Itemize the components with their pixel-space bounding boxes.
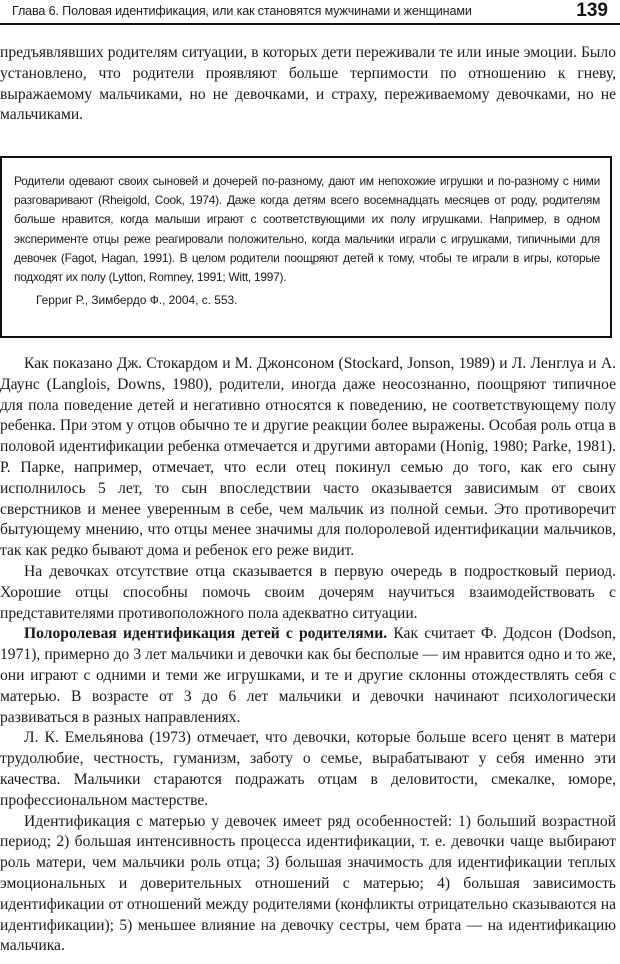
paragraph-4: Л. К. Емельянова (1973) отмечает, что девочки, которые больше всего ценят в матери трудолюбие, честность, гуманизм, заботу о семье, вырабатывают у себя именно эти качества. Мальчики стараются подражать отцам в деловитости, смекалке, юморе, профессиональном мастерстве.	[0, 729, 616, 809]
continuation-block	[0, 43, 616, 126]
header-rule	[0, 23, 620, 25]
section-lead-heading: Полоролевая идентификация детей с родителями.	[24, 625, 388, 643]
quote-source: Герриг Р., Зимбердо Ф., 2004, с. 553.	[36, 293, 238, 308]
page-number: 139	[576, 0, 608, 21]
paragraph-continuation: предъявлявших родителям ситуации, в которых дети переживали те или иные эмоции. Было установлено, что родители проявляют больше терпимости по отношению к гневу, выражаемому мальчиками, но не девочками, и страху, переживаемому девочками, но не мальчиками.	[0, 44, 616, 124]
paragraph-3	[0, 624, 616, 728]
quote-box	[0, 156, 612, 338]
running-head: Глава 6. Половая идентификация, или как становятся мужчинами и женщинами	[12, 4, 472, 18]
paragraph-5: Идентификация с матерью у девочек имеет ряд особенностей: 1) больший возрастной период; 2) большая интенсивность процесса идентификации, т. е. девочки чаще выбирают роль матери, чем мальчики роль отца; 3) большая значимость для идентификации теплых эмоциональных и доверительных отношений с матерью; 4) большая зависимость идентификации от отношений между родителями (конфликты отрицательно сказываются на идентификации); 5) меньшее влияние на девочку сестры, чем брата — на идентификацию мальчика.	[0, 812, 616, 955]
paragraph-2: На девочках отсутствие отца сказывается в первую очередь в подростковый период. Хорошие отцы способны помочь своим дочерям научиться взаимодействовать с представителями противоположного пола адекватно ситуации.	[0, 562, 616, 622]
quote-text: Родители одевают своих сыновей и дочерей по-разному, дают им непохожие игрушки и по-разному с ними разговаривают (Rheigold, Cook, 1974). Даже когда детям всего восемнадцать месяцев от роду, родителям больше нравится, когда малыши играют с соответствующими их полу игрушками. Например, в одном эксперименте отцы реже реагировали положительно, когда мальчики играли с игрушками, типичными для девочек (Fagot, Hagan, 1991). В целом родители поощряют детей к тому, чтобы те играли в игры, которые подходят их полу (Lytton, Romney, 1991; Witt, 1997).	[14, 174, 600, 285]
main-text-block	[0, 354, 616, 957]
page-header	[0, 0, 620, 24]
paragraph-1: Как показано Дж. Стокардом и М. Джонсоном (Stockard, Jonson, 1989) и Л. Ленглуа и А. Даунс (Langlois, Downs, 1980), родители, иногда даже неосознанно, поощряют типичное для пола поведение детей и негативно относятся к поведению, не соответствующему полу ребенка. При этом у отцов обычно те и другие реакции более выражены. Особая роль отца в половой идентификации ребенка отмечается и другими авторами (Honig, 1980; Parke, 1981). Р. Парке, например, отмечает, что если отец покинул семью до того, как его сыну исполнилось 5 лет, то сын впоследствии часто оказывается зависимым от своих сверстников и менее уверенным в себе, чем мальчик из полной семьи. Это противоречит бытующему мнению, что отцы менее значимы для полоролевой идентификации мальчиков, так как редко бывают дома и ребенок его реже видит.	[0, 355, 616, 560]
paragraph-3-text: Как считает Ф. Додсон (Dodson, 1971), примерно до 3 лет мальчики и девочки как бы бесполые — им нравится одно и то же, они играют с одними и теми же игрушками, и те и другие склонны отождествлять себя с матерью. В возрасте от 3 до 6 лет мальчики и девочки начинают психологически развиваться в разных направлениях.	[0, 625, 617, 726]
